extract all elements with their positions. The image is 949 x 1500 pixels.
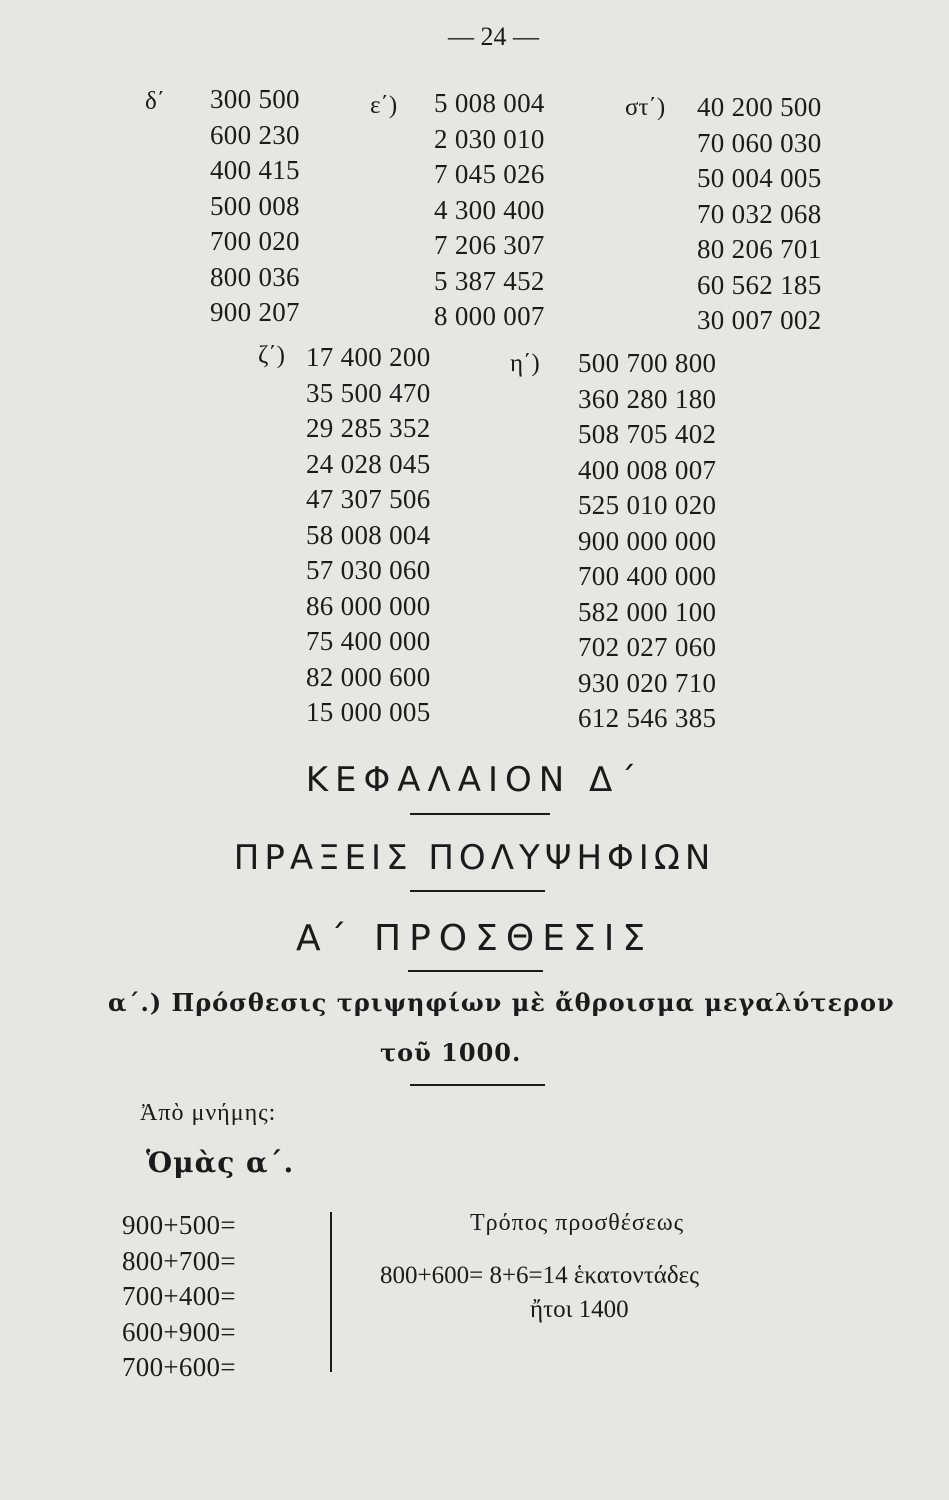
list-item: 2 030 010 bbox=[434, 123, 545, 154]
list-item: 800 036 bbox=[210, 261, 300, 292]
list-item: 8 000 007 bbox=[434, 301, 545, 331]
list-item: 5 008 004 bbox=[434, 88, 545, 118]
method-line1: 800+600= 8+6=14 ἑκατοντάδες bbox=[380, 1262, 700, 1289]
method-line2: ἤτοι 1400 bbox=[530, 1296, 629, 1323]
memory-label: Ἀπὸ μνήμης: bbox=[140, 1100, 277, 1126]
list-item: 58 008 004 bbox=[306, 519, 431, 550]
section-title: Α΄ ΠΡΟΣΘΕΣΙΣ bbox=[295, 918, 654, 959]
subtitle-rule bbox=[410, 890, 545, 892]
list-item: 60 562 185 bbox=[697, 269, 822, 300]
list-item: 500 700 800 bbox=[578, 348, 717, 378]
subsection-rule bbox=[410, 1084, 545, 1086]
subsection-title-line2: τοῦ 1000. bbox=[380, 1038, 522, 1067]
list-item: 5 387 452 bbox=[434, 265, 545, 296]
list-item: 70 060 030 bbox=[697, 127, 822, 158]
list-item: 702 027 060 bbox=[578, 632, 717, 662]
list-item: 508 705 402 bbox=[578, 419, 717, 449]
group-stigma-label: στ΄) bbox=[625, 94, 666, 121]
list-item: 70 032 068 bbox=[697, 198, 822, 229]
list-item: 82 000 600 bbox=[306, 661, 431, 692]
group-zeta-label: ζ΄) bbox=[258, 342, 286, 369]
group-stigma-values bbox=[697, 90, 822, 339]
list-item: 582 000 100 bbox=[578, 596, 717, 627]
list-item: 35 500 470 bbox=[306, 377, 431, 408]
group-epsilon-values bbox=[434, 86, 545, 335]
list-item: 400 415 bbox=[210, 155, 300, 185]
group-zeta-values bbox=[306, 340, 431, 731]
list-item: 50 004 005 bbox=[697, 163, 822, 193]
list-item: 300 500 bbox=[210, 84, 300, 114]
list-item: 15 000 005 bbox=[306, 697, 431, 727]
list-item: 30 007 002 bbox=[697, 305, 822, 335]
list-item: 360 280 180 bbox=[578, 383, 717, 414]
list-item: 57 030 060 bbox=[306, 555, 431, 585]
list-item: 600+900= bbox=[122, 1316, 236, 1347]
list-item: 400 008 007 bbox=[578, 454, 717, 485]
list-item: 17 400 200 bbox=[306, 342, 431, 372]
list-item: 86 000 000 bbox=[306, 590, 431, 621]
list-item: 47 307 506 bbox=[306, 484, 431, 514]
page-number: — 24 — bbox=[448, 22, 539, 51]
list-item: 525 010 020 bbox=[578, 490, 717, 520]
exercise-list bbox=[122, 1206, 236, 1384]
group-label: Ὁμὰς α΄. bbox=[146, 1146, 295, 1179]
list-item: 900 207 bbox=[210, 297, 300, 327]
group-delta-values bbox=[210, 82, 300, 331]
list-item: 700 020 bbox=[210, 226, 300, 256]
list-item: 612 546 385 bbox=[578, 703, 717, 733]
list-item: 700 400 000 bbox=[578, 561, 717, 591]
list-item: 75 400 000 bbox=[306, 626, 431, 656]
list-item: 930 020 710 bbox=[578, 667, 717, 698]
group-delta-label: δ΄ bbox=[145, 88, 166, 115]
divider-line bbox=[330, 1212, 332, 1372]
group-eta-values bbox=[578, 346, 716, 737]
chapter-subtitle: ΠΡΑΞΕΙΣ ΠΟΛΥΨΗΦΙΩΝ bbox=[233, 838, 716, 878]
group-eta-label: η΄) bbox=[510, 350, 540, 377]
list-item: 700+600= bbox=[122, 1352, 236, 1382]
list-item: 7 206 307 bbox=[434, 230, 545, 260]
method-title: Τρόπος προσθέσεως bbox=[470, 1210, 685, 1236]
list-item: 600 230 bbox=[210, 119, 300, 150]
list-item: 24 028 045 bbox=[306, 448, 431, 479]
chapter-title: ΚΕΦΑΛΑΙΟΝ Δ΄ bbox=[305, 760, 644, 800]
section-rule bbox=[408, 970, 543, 972]
list-item: 500 008 bbox=[210, 190, 300, 221]
list-item: 800+700= bbox=[122, 1245, 236, 1276]
list-item: 900+500= bbox=[122, 1210, 236, 1240]
list-item: 900 000 000 bbox=[578, 525, 717, 556]
group-epsilon-label: ε΄) bbox=[370, 92, 398, 119]
list-item: 4 300 400 bbox=[434, 194, 545, 225]
chapter-rule bbox=[410, 813, 550, 815]
subsection-title-line1: α΄.) Πρόσθεσις τριψηφίων μὲ ἄθροισμα μεγαλύτερον bbox=[108, 988, 895, 1017]
list-item: 7 045 026 bbox=[434, 159, 545, 189]
list-item: 29 285 352 bbox=[306, 413, 431, 443]
list-item: 40 200 500 bbox=[697, 92, 822, 122]
list-item: 80 206 701 bbox=[697, 234, 822, 264]
list-item: 700+400= bbox=[122, 1281, 236, 1311]
